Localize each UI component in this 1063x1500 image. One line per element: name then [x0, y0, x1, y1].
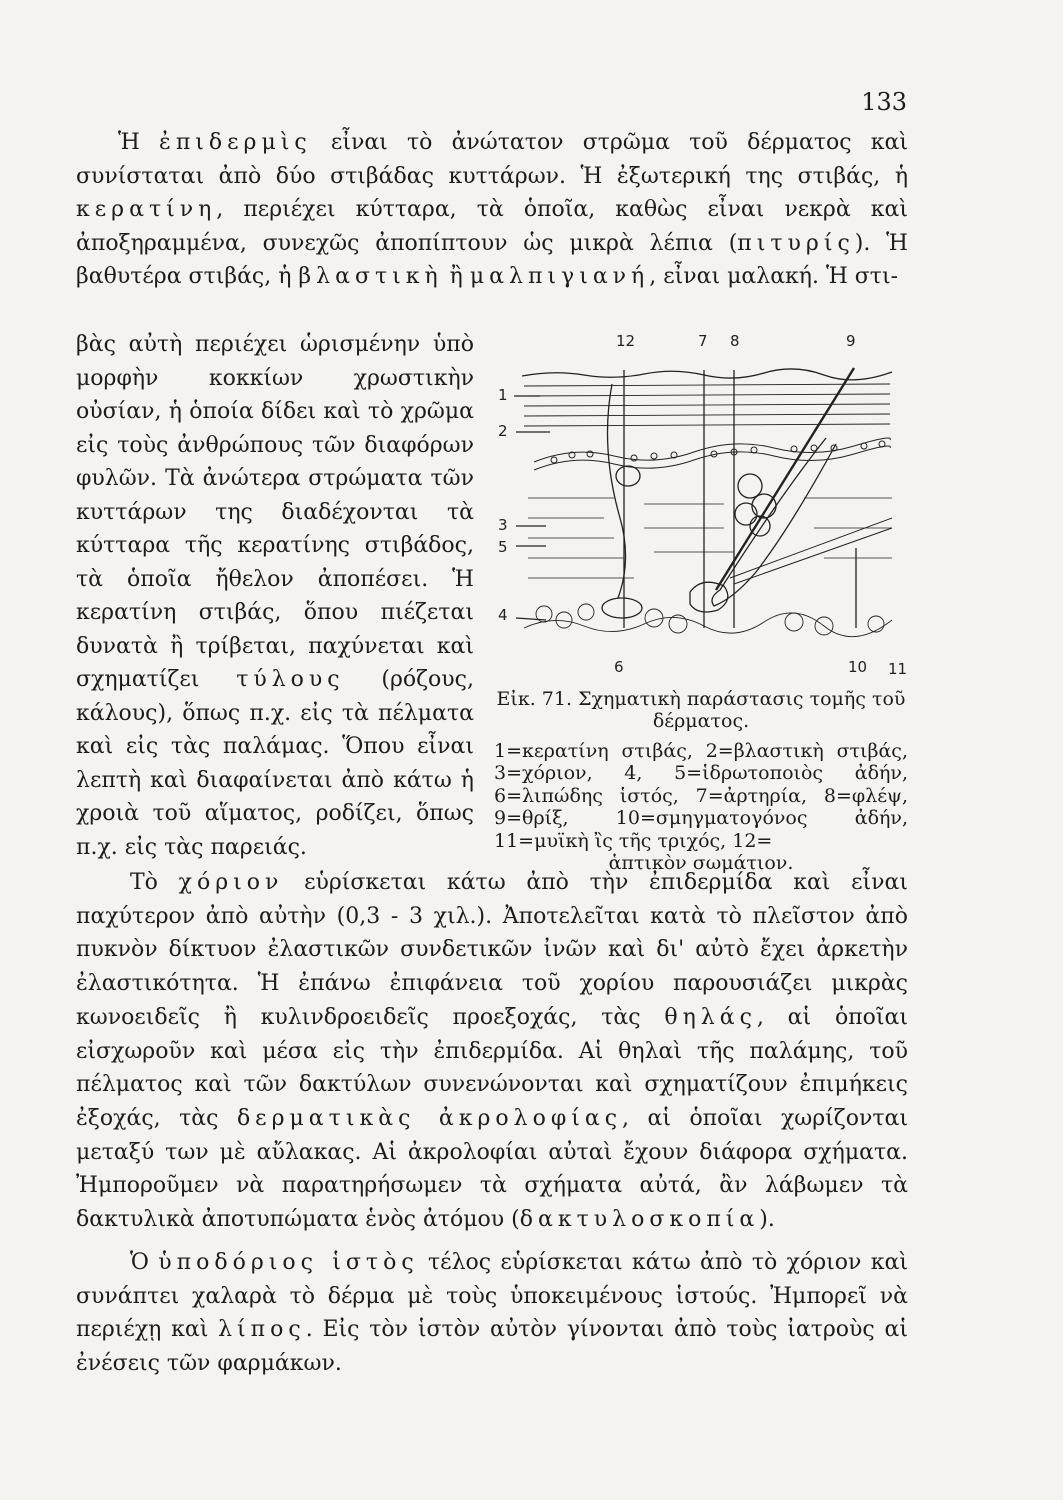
figure-legend	[494, 740, 908, 874]
term-lipos: λίπος	[218, 1317, 306, 1343]
skin-surface	[522, 369, 892, 380]
sweat-gland-coil	[602, 598, 642, 618]
sweat-gland-duct	[608, 384, 626, 598]
fig-label-4: 4	[498, 606, 508, 624]
figure-caption	[494, 688, 908, 732]
text-run: , αἱ ὁποῖαι εἰσχωροῦν καὶ μέσα εἰς τὴν ἐπιδερμίδα. Αἱ θηλαὶ τῆς παλάμης, τοῦ πέλματος καὶ τῶν δακτύλων συνενώνονται καὶ σχηματίζουν ἐπιμήκεις ἐξοχάς, τὰς	[76, 1004, 908, 1131]
fig-label-7: 7	[698, 332, 708, 350]
term-ypodorios: ὑποδόριος ἱστὸς	[158, 1250, 419, 1275]
fig-label-3: 3	[498, 516, 508, 534]
text-run: Ἡ	[118, 130, 160, 155]
text-run: ). Ἡ βαθυτέρα στιβάς, ἡ	[76, 230, 909, 290]
text-run: . Εἰς τὸν ἱστὸν αὐτὸν γίνονται ἀπὸ τοὺς ἰατροὺς αἱ ἐνέσεις τῶν φαρμάκων.	[76, 1317, 908, 1376]
term-thilas: θηλάς	[664, 1004, 757, 1030]
fig-label-5: 5	[498, 538, 508, 556]
term-tylous: τύλους	[236, 667, 345, 692]
fig-label-2: 2	[498, 422, 508, 440]
column-text	[76, 328, 474, 864]
text-run: ).	[759, 1207, 775, 1233]
term-malpigiani: μαλπιγιανή	[469, 264, 650, 290]
term-chorion: χόριον	[178, 870, 284, 895]
text-run: Τὸ	[130, 870, 179, 895]
skin-diagram	[494, 328, 908, 688]
paragraph-chorion	[76, 866, 908, 1237]
text-run: ἢ	[442, 264, 470, 290]
basal-layer-cells	[534, 438, 890, 470]
fig-label-12: 12	[616, 332, 636, 350]
skin-section-figure	[494, 328, 908, 688]
caption-text: Σχηματικὴ παράστασις τομῆς τοῦ δέρματος.	[578, 688, 906, 732]
term-daktyloskopia: δακτυλοσκοπία	[519, 1207, 760, 1233]
term-dermatikas: δερματικὰς ἀκρολοφίας	[236, 1105, 623, 1131]
legend-last: ἁπτικὸν σωμάτιον.	[608, 852, 794, 875]
fig-label-11: 11	[888, 660, 908, 678]
term-keratine: κερατίνη	[76, 197, 217, 223]
text-run: Ὁ	[130, 1250, 159, 1275]
term-epidermis: ἐπιδερμὶς	[159, 130, 312, 155]
hair-follicle	[712, 438, 836, 606]
fig-label-8: 8	[730, 332, 740, 350]
paragraph-epidermis	[76, 126, 908, 294]
term-blastiki: βλαστικὴ	[298, 264, 443, 290]
fat-tissue	[524, 604, 892, 637]
text-run: , εἶναι μαλακή. Ἡ στι-	[649, 264, 899, 290]
keratin-layer-hatching	[524, 384, 890, 426]
text-run: , αἱ ὁποῖαι χωρίζονται μεταξύ των μὲ αὔλακας. Αἱ ἀκρολοφίαι αὐταὶ ἔχουν διάφορα σχήματα. Ἠμποροῦμεν νὰ παρατηρήσωμεν τὰ σχήματα αὐτά, ἂν λάβωμεν τὰ δακτυλικὰ ἀποτυπώματα ἑνὸς ἀτόμου (	[76, 1105, 908, 1233]
hair-shaft	[716, 368, 854, 590]
page-number: 133	[861, 88, 907, 116]
legend-text: 1=κερατίνη στιβάς, 2=βλαστικὴ στιβάς, 3=χόριον, 4, 5=ἱδρωτοποιὸς ἀδήν, 6=λιπώδης ἱστός, 7=ἀρτηρία, 8=φλέψ, 9=θρίξ, 10=σμηγματογόνος ἀδήν, 11=μυϊκὴ ἲς τῆς τριχός, 12=	[494, 740, 908, 852]
fig-label-1: 1	[498, 386, 508, 404]
text-run: εὑρίσκεται κάτω ἀπὸ τὴν ἐπιδερμίδα καὶ εἶναι παχύτερον ἀπὸ αὐτὴν (0,3 - 3 χιλ.). Ἀποτελεῖται κατὰ τὸ πλεῖστον ἀπὸ πυκνὸν δίκτυον ἐλαστικῶν συνδετικῶν ἰνῶν καὶ δι' αὐτὸ ἔχει ἀρκετὴν ἐλαστικότητα. Ἡ ἐπάνω ἐπιφάνεια τοῦ χορίου παρουσιάζει μικρὰς κωνοειδεῖς ἢ κυλινδροειδεῖς προεξοχάς, τὰς	[76, 870, 908, 1030]
text-run: , περιέχει κύτταρα, τὰ ὁποῖα, καθὼς εἶναι νεκρὰ καὶ ἀποξηραμμένα, συνεχῶς ἀποπίπτουν ὡς μικρὰ λέπια (	[76, 197, 908, 256]
text-run: βὰς αὐτὴ περιέχει ὡρισμένην ὑπὸ μορφὴν κοκκίων χρωστικὴν οὐσίαν, ἡ ὁποία δίδει καὶ τὸ χρῶμα εἰς τοὺς ἀνθρώπους τῶν διαφόρων φυλῶν. Τὰ ἀνώτερα στρώματα τῶν κυττάρων της διαδέχονται τὰ κύτταρα τῆς κερατίνης στιβάδος, τὰ ὁποῖα ἤθελον ἀποπέσει. Ἡ κερατίνη στιβάς, ὅπου πιέζεται δυνατὰ ἢ τρίβεται, παχύνεται καὶ σχηματίζει	[76, 332, 474, 692]
paragraph-ypodorios	[76, 1246, 908, 1380]
fig-label-10: 10	[848, 658, 868, 676]
fig-label-6: 6	[614, 658, 624, 676]
term-pityris: πιτυρίς	[737, 230, 855, 256]
sweat-gland-coil	[616, 466, 640, 486]
caption-lead: Εἰκ. 71.	[496, 688, 573, 710]
fig-label-9: 9	[846, 332, 856, 350]
text-run: εἶναι τὸ ἀνώτατον στρῶμα τοῦ δέρματος καὶ συνίσταται ἀπὸ δύο στιβάδας κυττάρων. Ἡ ἐξωτερική της στιβάς, ἡ	[76, 130, 908, 189]
text-run: τέλος εὑρίσκεται κάτω ἀπὸ τὸ χόριον καὶ συνάπτει χαλαρὰ τὸ δέρμα μὲ τοὺς ὑποκειμένους ἱστούς. Ἠμπορεῖ νὰ περιέχῃ καὶ	[76, 1250, 908, 1343]
text-run: (ρόζους, κάλους), ὅπως π.χ. εἰς τὰ πέλματα καὶ εἰς τὰς παλάμας. Ὅπου εἶναι λεπτὴ καὶ διαφαίνεται ἀπὸ κάτω ἡ χροιὰ τοῦ αἵματος, ροδίζει, ὅπως π.χ. εἰς τὰς παρειάς.	[76, 667, 474, 860]
